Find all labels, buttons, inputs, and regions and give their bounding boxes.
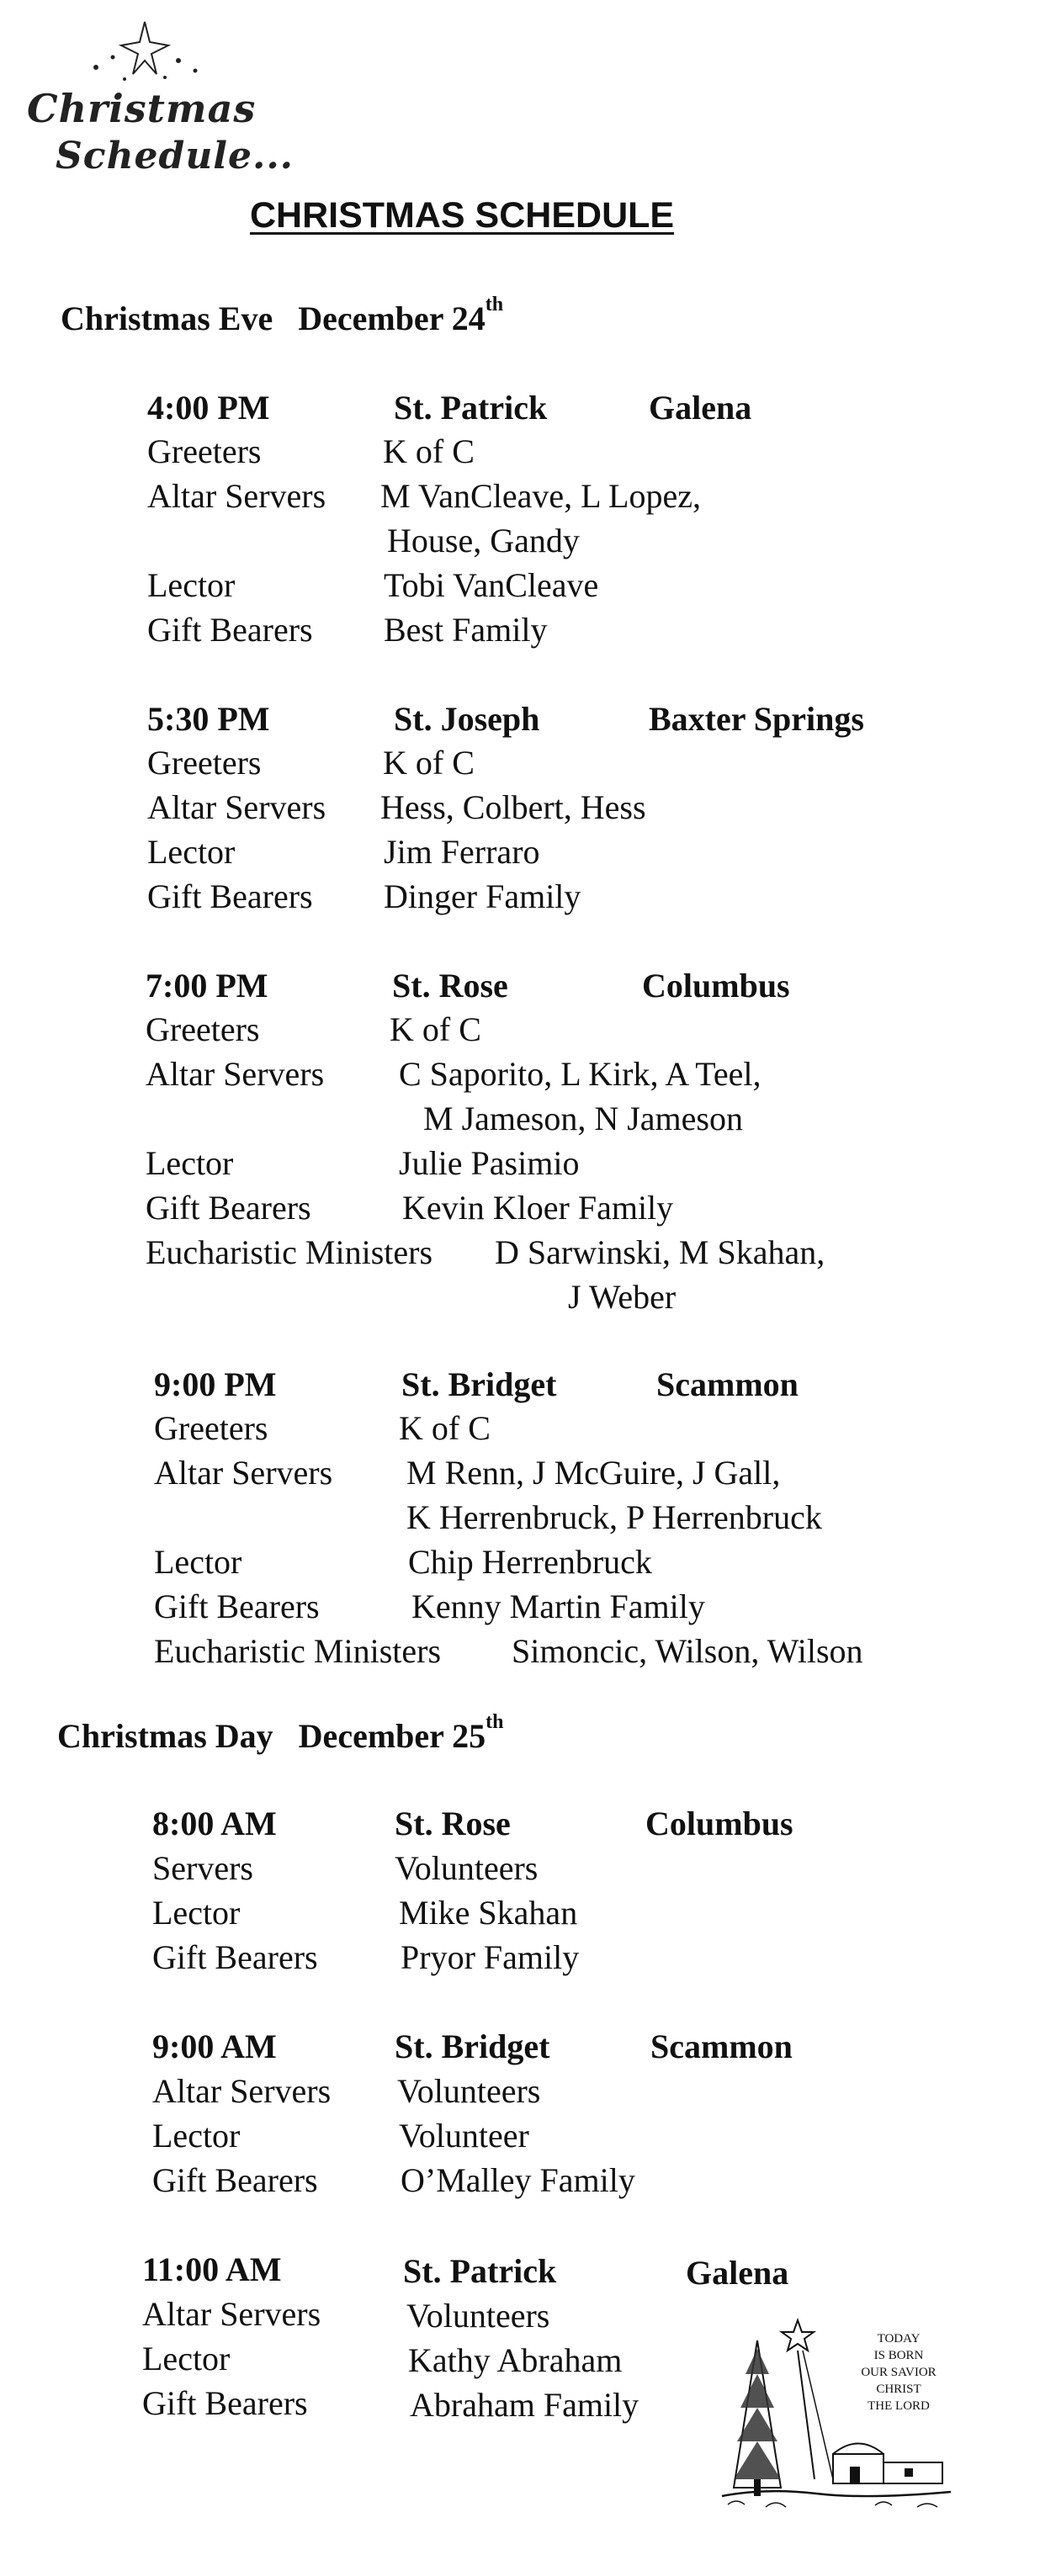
role-label: Lector <box>146 1144 234 1182</box>
role-names: Mike Skahan <box>399 1894 578 1932</box>
service-town: Scammon <box>650 2027 793 2065</box>
role-names: M Renn, J McGuire, J Gall, <box>406 1454 781 1492</box>
role-names: Jim Ferraro <box>384 833 540 871</box>
service-time: 8:00 AM <box>152 1805 277 1842</box>
clip-text-line: IS BORN <box>873 2349 924 2362</box>
role-names: Abraham Family <box>410 2386 639 2424</box>
day-heading-christmas-day <box>57 1711 504 1756</box>
role-label: Lector <box>152 1894 241 1932</box>
role-names: M VanCleave, L Lopez, <box>380 477 701 515</box>
role-label: Greeters <box>147 432 262 470</box>
day-heading-christmas-eve <box>61 294 504 338</box>
service-time: 9:00 AM <box>152 2027 277 2065</box>
role-names: C Saporito, L Kirk, A Teel, <box>399 1055 761 1093</box>
role-names: Volunteer <box>399 2117 529 2155</box>
service-church: St. Rose <box>392 967 508 1004</box>
role-label: Gift Bearers <box>154 1587 320 1625</box>
role-names: House, Gandy <box>387 522 580 559</box>
role-names: Simoncic, Wilson, Wilson <box>512 1632 863 1670</box>
role-label: Greeters <box>154 1409 268 1447</box>
nativity-clipart <box>715 2315 959 2521</box>
service-town: Baxter Springs <box>649 700 864 738</box>
role-names: Kenny Martin Family <box>411 1587 705 1625</box>
role-label: Gift Bearers <box>152 2161 318 2199</box>
service-church: St. Rose <box>395 1805 511 1842</box>
role-names: Dinger Family <box>384 877 581 915</box>
role-label: Altar Servers <box>142 2295 321 2333</box>
day-name: Christmas Eve <box>61 299 273 337</box>
clip-text-line: CHRIST <box>876 2383 921 2396</box>
role-names: K of C <box>390 1010 481 1048</box>
service-time: 7:00 PM <box>146 967 268 1004</box>
role-names: Kevin Kloer Family <box>402 1189 674 1227</box>
role-label: Lector <box>154 1543 242 1581</box>
service-time: 5:30 PM <box>147 700 270 738</box>
role-names: D Sarwinski, M Skahan, <box>495 1233 825 1271</box>
role-label: Greeters <box>146 1010 260 1048</box>
role-label: Gift Bearers <box>147 611 313 649</box>
service-town: Galena <box>649 389 752 427</box>
day-date-suffix: th <box>485 294 504 315</box>
role-names: Best Family <box>384 611 548 649</box>
service-town: Columbus <box>645 1805 793 1842</box>
role-label: Lector <box>147 833 236 871</box>
role-label: Gift Bearers <box>146 1189 311 1227</box>
service-time: 11:00 AM <box>142 2250 282 2288</box>
service-town: Columbus <box>642 967 790 1004</box>
day-date-suffix: th <box>486 1711 504 1733</box>
role-names: Volunteers <box>406 2297 550 2335</box>
role-names: Chip Herrenbruck <box>408 1543 652 1581</box>
service-town: Scammon <box>656 1365 799 1403</box>
role-names: Volunteers <box>397 2072 541 2110</box>
service-church: St. Bridget <box>395 2027 550 2065</box>
service-time: 4:00 PM <box>147 389 270 427</box>
role-label: Greeters <box>147 744 262 782</box>
role-names: K of C <box>383 432 475 470</box>
service-church: St. Patrick <box>403 2252 557 2290</box>
christmas-schedule-logo <box>19 17 294 193</box>
service-church: St. Bridget <box>401 1365 557 1403</box>
role-label: Gift Bearers <box>147 877 313 915</box>
role-names: M Jameson, N Jameson <box>423 1100 743 1137</box>
role-label: Servers <box>152 1849 253 1887</box>
logo-line-schedule: Schedule... <box>56 135 294 178</box>
clip-text-line: TODAY <box>877 2332 921 2345</box>
nativity-icon <box>715 2315 959 2521</box>
role-label: Altar Servers <box>146 1055 325 1093</box>
role-label: Altar Servers <box>154 1454 333 1492</box>
service-town: Galena <box>686 2254 789 2292</box>
page-title: CHRISTMAS SCHEDULE <box>250 195 675 236</box>
role-label: Altar Servers <box>147 477 326 515</box>
role-names: K Herrenbruck, P Herrenbruck <box>406 1498 822 1536</box>
role-label: Altar Servers <box>152 2072 332 2110</box>
day-date: December 25 <box>298 1717 486 1755</box>
role-names: Pryor Family <box>401 1938 580 1976</box>
role-names: K of C <box>383 744 475 782</box>
role-label: Lector <box>152 2117 241 2155</box>
role-names: Volunteers <box>395 1849 539 1887</box>
role-names: Julie Pasimio <box>399 1144 580 1182</box>
service-time: 9:00 PM <box>154 1365 277 1403</box>
role-names: K of C <box>399 1409 491 1447</box>
role-label: Gift Bearers <box>142 2384 308 2422</box>
day-name: Christmas Day <box>57 1717 273 1755</box>
clip-text-line: OUR SAVIOR <box>861 2366 937 2379</box>
logo-line-christmas: Christmas <box>27 86 257 131</box>
service-church: St. Patrick <box>394 389 548 427</box>
role-label: Lector <box>142 2340 231 2377</box>
role-label: Gift Bearers <box>152 1938 318 1976</box>
clip-text-line: THE LORD <box>868 2399 930 2413</box>
role-label: Eucharistic Ministers <box>154 1632 442 1670</box>
service-church: St. Joseph <box>394 700 540 738</box>
role-label: Eucharistic Ministers <box>146 1233 433 1271</box>
role-names: O’Malley Family <box>401 2161 635 2199</box>
day-date: December 24 <box>298 299 486 337</box>
role-names: J Weber <box>568 1278 677 1316</box>
role-names: Kathy Abraham <box>408 2341 623 2379</box>
role-label: Lector <box>147 566 236 604</box>
role-label: Altar Servers <box>147 788 326 826</box>
role-names: Tobi VanCleave <box>384 566 599 604</box>
role-names: Hess, Colbert, Hess <box>380 788 646 826</box>
